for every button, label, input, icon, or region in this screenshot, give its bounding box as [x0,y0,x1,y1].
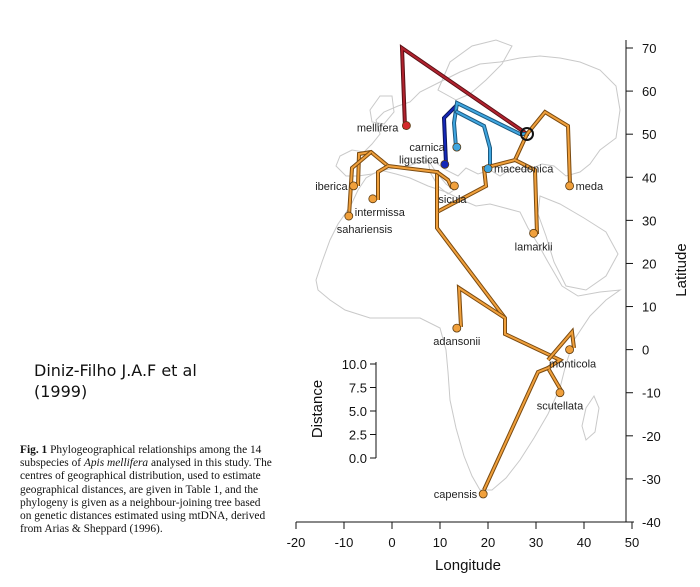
label-mellifera: mellifera [356,122,399,135]
y-tick-label: 70 [642,41,657,56]
madagascar-outline [582,396,599,440]
point-mellifera [402,122,410,130]
point-intermissa [369,195,377,203]
distance-tick-label: 2.5 [348,427,367,443]
x-tick-label: 30 [528,535,544,550]
label-macedonica: macedonica [494,163,554,176]
x-tick-label: -10 [334,535,354,550]
figure-caption [20,444,272,536]
label-ligustica: ligustica [399,154,439,167]
branch-mellifera-fill [402,48,527,134]
x-tick-label: 50 [624,535,640,550]
point-iberica [350,182,358,190]
y-tick-label: -20 [642,428,661,444]
x-tick-label: 20 [480,535,496,550]
label-lamarkii: lamarkii [514,241,553,254]
label-intermissa: intermissa [354,206,405,219]
y-tick-label: 20 [642,256,657,272]
point-monticola [566,346,574,354]
caption-text-a: Phylogeographical relationships among the 14 subspecies of [20,444,262,470]
label-meda: meda [575,180,604,193]
y-tick-label: -10 [642,385,661,401]
point-meda [566,182,574,190]
longitude-axis-title: Longitude [435,557,501,574]
citation-text: Diniz-Filho J.A.F et al (1999) [34,361,197,401]
x-tick-label: 0 [388,535,396,550]
caption-label: Fig. 1 [20,444,48,456]
y-tick-label: 30 [642,213,657,229]
y-tick-label: 50 [642,127,657,143]
label-adansonii: adansonii [433,336,481,349]
branch-macedonica-fill [457,112,490,169]
distance-tick-label: 10.0 [341,357,367,372]
point-ligustica [441,160,449,168]
label-monticola: monticola [549,358,597,371]
point-capensis [479,490,487,498]
y-tick-label: -40 [642,515,661,530]
point-sahariensis [345,212,353,220]
latitude-axis-title: Latitude [673,243,690,297]
label-capensis: capensis [433,488,478,501]
y-tick-label: 40 [642,170,657,186]
branch-capensis [484,368,548,490]
y-tick-label: 60 [642,84,657,100]
label-sahariensis: sahariensis [336,224,393,237]
distance-tick-label: 5.0 [348,404,367,419]
label-carnica: carnica [409,142,445,155]
point-carnica [453,143,461,151]
axes [296,40,634,522]
point-lamarkii [530,229,538,237]
label-scutellata: scutellata [536,400,584,413]
point-macedonica [484,165,492,173]
caption-species: Apis mellifera [83,457,149,470]
y-tick-label: -30 [642,471,661,487]
distance-tick-label: 7.5 [348,380,367,396]
y-tick-label: 0 [642,342,650,358]
caption-text-b: analysed in this study. The centres of geographical distribution, used to estimate geographical distances, are given in Table 1, and the phylogeny is given as a neighbour-joining tree based on genetic distances estimated using mtDNA, derived from Arias & Sheppard (1996). [20,457,272,536]
point-scutellata [556,389,564,397]
label-iberica: iberica [315,180,348,193]
distance-tick-label: 0.0 [348,451,367,466]
british-isles-outline [370,96,394,124]
y-tick-label: 10 [642,299,657,315]
point-sicula [450,182,458,190]
point-adansonii [453,324,461,332]
x-tick-label: 40 [576,535,592,550]
x-tick-label: -20 [286,535,306,550]
x-tick-label: 10 [432,535,448,550]
label-sicula: sicula [438,193,467,206]
distance-axis-title: Distance [309,379,326,439]
scandinavia-outline [438,40,512,100]
